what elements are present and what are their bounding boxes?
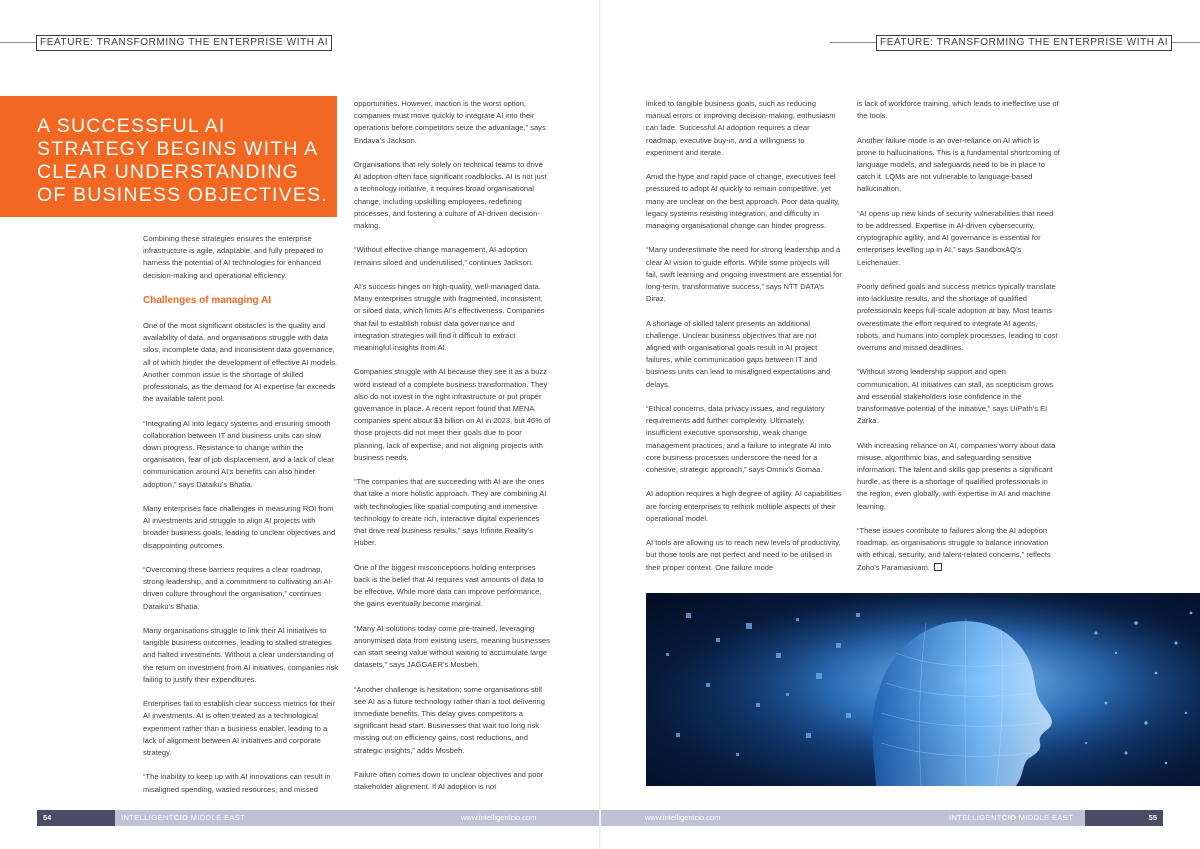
paragraph: AI adoption requires a high degree of agility. AI capabilities are forcing enterprises to rethink multiple aspects of their operational model. <box>646 489 842 523</box>
paragraph: is lack of workforce training, which leads to ineffective use of the tools. <box>857 99 1059 121</box>
pull-quote: A SUCCESSFUL AI STRATEGY BEGINS WITH A CLEAR UNDERSTANDING OF BUSINESS OBJECTIVES. <box>37 115 328 206</box>
ai-face-icon <box>646 593 1200 786</box>
paragraph <box>857 525 1060 574</box>
paragraph: AI tools are allowing us to reach new levels of productivity, but those tools are not perfect and need to be utilised in their proper context. One failure mode <box>646 538 841 572</box>
paragraph: A shortage of skilled talent presents an additional challenge. Unclear business objectives that are not aligned with organisational goals result in AI project failures, while communication gaps between IT and business units can lead to misaligned expectations and delays. <box>646 318 831 389</box>
section-label: FEATURE: TRANSFORMING THE ENTERPRISE WITH AI <box>36 35 332 51</box>
ai-face-image <box>646 593 1200 786</box>
paragraph: Poorly defined goals and success metrics typically translate into lacklustre results, and the shortage of qualified professionals keeps full-scale adoption at bay. Most teams overestimate the effort required to integrate AI agents, robots, and humans into complex processes, leading to cost overruns and missed deadlines. <box>857 282 1058 353</box>
brand-bold: CIO <box>173 813 189 822</box>
paragraph: Amid the hype and rapid pace of change, executives feel pressured to adopt AI quickly to remain competitive, yet many are unclear on the best approach. Poor data quality, legacy systems resisting integration, and difficulty in managing organisational change can hinder progress. <box>646 172 840 231</box>
brand-bold: CIO <box>1001 813 1017 822</box>
paragraph: “Integrating AI into legacy systems and ensuring smooth collaboration between IT and business units can slow down progress. Resistance to change within the organisation, fear of job displacement, and a lack of clear communication around AI’s benefits can also hinder adoption,” says Dataiku’s Bhatia. <box>143 418 334 489</box>
footer-right <box>601 810 1163 826</box>
pull-quote-block <box>0 96 337 217</box>
paragraph: “The companies that are succeeding with AI are the ones that take a more holistic approach. They are combining AI with technologies like spatial computing and immersive technology to create rich, interactive digital experiences that drive real business results,” says Infinite Reality’s Huber. <box>354 477 547 548</box>
brand-suffix: MIDDLE EAST <box>1016 813 1074 822</box>
paragraph: Many organisations struggle to link their AI initiatives to tangible business outcomes, leading to stalled strategies and halted investments. Without a clear understanding of the return on investment from AI initiatives, companies risk failing to justify their expenditures. <box>143 626 339 684</box>
article-column-4 <box>857 98 1060 586</box>
article-column-1 <box>143 233 339 808</box>
paragraph: Combining these strategies ensures the enterprise infrastructure is agile, adaptable, and fully prepared to harness the potential of AI technologies for enhanced decision-making and operational efficiency. <box>143 234 323 280</box>
paragraph: AI’s success hinges on high-quality, well-managed data. Many enterprises struggle with fragmented, inconsistent, or siloed data, which limits AI’s effectiveness. Companies that fail to establish robust data governance and integration strategies will find it difficult to extract meaningful insights from AI. <box>354 282 545 353</box>
section-label: FEATURE: TRANSFORMING THE ENTERPRISE WITH AI <box>876 35 1172 51</box>
paragraph: “Overcoming these barriers requires a clear roadmap, strong leadership, and a commitment to cultivating an AI-driven culture throughout the organisation,” continues Dataiku’s Bhatia. <box>143 565 334 611</box>
paragraph: “The inability to keep up with AI innovations can result in misaligned spending, wasted resources, and missed <box>143 772 331 794</box>
publication-name <box>949 810 1073 826</box>
article-column-2 <box>354 98 551 806</box>
article-column-3 <box>646 98 842 586</box>
end-of-article-icon <box>934 563 942 571</box>
paragraph-text: “These issues contribute to failures along the AI adoption roadmap, as organisations struggle to balance innovation with ethical, security, and talent-related concerns,” reflects Zoho’s Paramasivam. <box>857 526 1051 572</box>
publication-name <box>121 810 245 826</box>
header-left <box>0 35 330 49</box>
website-url[interactable]: www.intelligentcio.com <box>645 813 721 822</box>
paragraph: “Another challenge is hesitation; some organisations still see AI as a future technology rather than a tool delivering immediate benefits. This delay gives competitors a significant head start. Businesses that wait too long risk missing out on efficiency gains, cost reductions, and strategic insights,” adds Mosbeh. <box>354 684 545 755</box>
page-number: 55 <box>1085 810 1163 826</box>
brand-suffix: MIDDLE EAST <box>188 813 246 822</box>
paragraph: Another failure mode is an over-reliance on AI which is prone to hallucinations. This is a fundamental shortcoming of language models, and safeguards need to be in place to catch it. LQMs are not vulnerable to language-based hallucination. <box>857 135 1060 194</box>
paragraph: “Many AI solutions today come pre-trained, leveraging anonymised data from existing users, meaning businesses can start seeing value without waiting to accumulate large datasets,” says JAGGAER’s Mosbeh. <box>354 623 550 670</box>
paragraph: Many enterprises face challenges in measuring ROI from AI investments and struggle to align AI projects with broader business goals, leading to unclear objectives and disappointing outcomes. <box>143 504 336 550</box>
paragraph: linked to tangible business goals, such as reducing manual errors or improving decision-making, enthusiasm can fade. Successful AI adoption requires a clear roadmap, executive buy-in, and a willingness to experiment and iterate. <box>646 99 836 157</box>
brand-prefix: INTELLIGENT <box>121 813 174 822</box>
paragraph: “Many underestimate the need for strong leadership and a clear AI vision to guide efforts. While some projects will fail, swift learning and ongoing investment are essential for long-term, transformative success,” says NTT DATA’s Diraz. <box>646 245 842 304</box>
footer-left <box>37 810 599 826</box>
paragraph: One of the biggest misconceptions holding enterprises back is the belief that AI requires vast amounts of data to be effective. While more data can improve performance, the gains eventually become marginal. <box>354 562 544 609</box>
paragraph: Organisations that rely solely on technical teams to drive AI adoption often face significant roadblocks. AI is not just a technology initiative, it requires broad organisational change, including upskilling employees, redefining processes, and fostering a culture of AI-driven decision-making. <box>354 160 547 231</box>
header-right <box>600 35 1200 49</box>
header-rule <box>0 42 38 43</box>
paragraph: “AI opens up new kinds of security vulnerabilities that need to be addressed. Expertise in AI-driven cybersecurity, cryptographic agility, and AI governance is essential for enterprises levelling up in AI,” says SandboxAQ’s Leichenauer. <box>857 208 1054 267</box>
paragraph: Failure often comes down to unclear objectives and poor stakeholder alignment. If AI adoption is not <box>354 770 544 792</box>
paragraph: Companies struggle with AI because they see it as a buzz word instead of a complete business transformation. They also do not invest in the right infrastructure or put proper governance in place. A recent report found that MENA companies spent about $3 billion on AI in 2023, but 46% of those projects did not meet their goals due to poor planning, lack of expertise, and not aligning projects with business needs. <box>354 367 551 462</box>
paragraph: With increasing reliance on AI, companies worry about data misuse, algorithmic bias, and safeguarding sensitive information. The talent and skills gap presents a significant hurdle, as there is a shortage of qualified professionals in the region, even globally, with expertise in AI and machine learning. <box>857 440 1056 511</box>
page-number: 54 <box>37 810 115 826</box>
paragraph: “Without effective change management, AI adoption remains siloed and underutilised,” continues Jackson. <box>354 245 534 267</box>
paragraph: Enterprises fail to establish clear success metrics for their AI investments. AI is often treated as a technological experiment rather than a business enabler, leading to a lack of alignment between AI initiatives and corporate strategy. <box>143 699 336 758</box>
website-url[interactable]: www.intelligentcio.com <box>461 813 537 822</box>
paragraph: opportunities. However, inaction is the worst option, companies must move quickly to integrate AI into their operations before competitors seize the advantage,” says Endava’s Jackson. <box>354 99 546 145</box>
section-heading: Challenges of managing AI <box>143 295 271 306</box>
paragraph: “Without strong leadership support and open communication, AI initiatives can stall, as scepticism grows and essential stakeholders lose confidence in the transformative potential of the initiative,” says UiPath’s El Zarka. <box>857 367 1054 426</box>
spread-gutter <box>599 0 601 849</box>
paragraph: “Ethical concerns, data privacy issues, and regulatory requirements add further complexity. Ultimately, insufficient executive sponsorship, weak change management practices, and a failure to integrate AI into core business processes underscore the need for a cohesive, strategic approach,” says Omnix’s Gomaa. <box>646 404 832 475</box>
paragraph: One of the most significant obstacles is the quality and availability of data, and organisations struggle with data silos, incomplete data, and inconsistent data governance, all of which hinder the development of effective AI models. Another common issue is the shortage of skilled professionals, as the demand for AI expertise far exceeds the available talent pool. <box>143 321 338 404</box>
brand-prefix: INTELLIGENT <box>949 813 1002 822</box>
